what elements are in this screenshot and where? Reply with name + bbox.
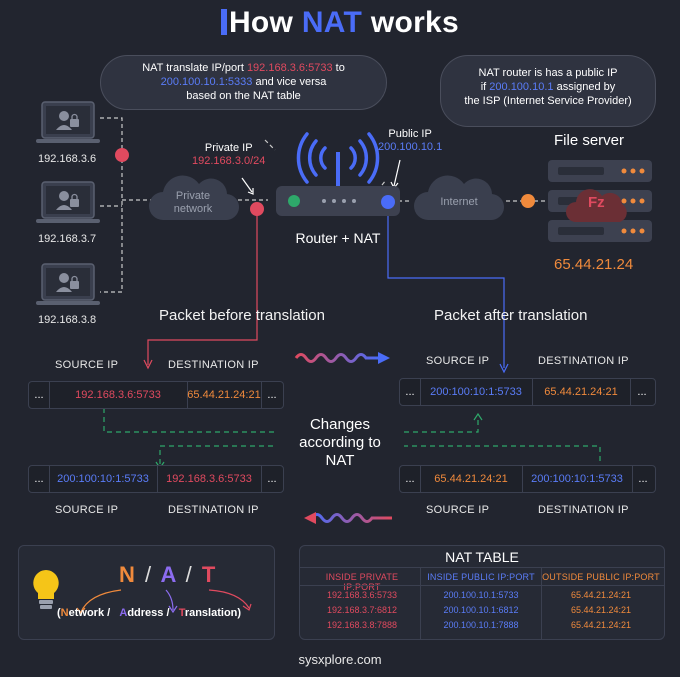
nat-table bbox=[299, 545, 665, 640]
packet-before-row: ... 192.168.3.6:5733 65.44.21.24:21 ... bbox=[28, 381, 284, 409]
table-cell: 200.100.10.1:5733 bbox=[443, 590, 519, 600]
host-ip: 192.168.3.6 bbox=[38, 153, 97, 165]
packet-before-path bbox=[148, 205, 257, 365]
nat-header-private: INSIDE PRIVATE IP:PORT bbox=[325, 572, 399, 592]
filezilla-logo: Fz bbox=[588, 194, 605, 211]
hosts-link-line bbox=[100, 118, 122, 292]
col-destination-ip: DESTINATION IP bbox=[168, 504, 259, 516]
col-source-ip: SOURCE IP bbox=[55, 359, 119, 371]
host-ip: 192.168.3.7 bbox=[38, 233, 97, 245]
host-ip: 192.168.3.8 bbox=[38, 314, 97, 326]
acronym-panel bbox=[18, 545, 275, 640]
bubble-pointer-left bbox=[265, 140, 275, 150]
nat-header-public: INSIDE PUBLIC IP:PORT bbox=[427, 572, 535, 582]
nat-table-title: NAT TABLE bbox=[445, 549, 519, 565]
public-ip-label: Public IP 200.100.10.1 bbox=[378, 128, 443, 153]
acronym-expansion: (Network / Address / Translation) bbox=[57, 607, 242, 619]
laptop-icon bbox=[36, 262, 100, 310]
host-link-dot bbox=[115, 148, 129, 162]
table-cell: 65.44.21.24:21 bbox=[570, 605, 632, 615]
wave-arrow-right bbox=[296, 355, 378, 362]
changes-label: Changes according to NAT bbox=[276, 416, 404, 470]
server-port-dot bbox=[521, 194, 535, 208]
lightbulb-icon bbox=[29, 568, 63, 612]
table-cell: 200.100.10.1:6812 bbox=[443, 605, 519, 615]
col-destination-ip: DESTINATION IP bbox=[538, 504, 629, 516]
footer-site: sysxplore.com bbox=[298, 652, 382, 667]
table-cell: 65.44.21.24:21 bbox=[570, 620, 632, 630]
laptop-icon bbox=[36, 180, 100, 228]
table-cell: 200.100.10.1:7888 bbox=[443, 620, 519, 630]
packet-after-row: ... 200:100:10:1:5733 65.44.21.24:21 ... bbox=[399, 378, 656, 406]
file-server-ip: 65.44.21.24 bbox=[554, 256, 634, 273]
col-source-ip: SOURCE IP bbox=[426, 504, 490, 516]
nat-table-col-private bbox=[306, 588, 418, 633]
col-source-ip: SOURCE IP bbox=[426, 355, 490, 367]
bubble-public-ip: NAT router is has a public IP if 200.100.10.1 assigned by the ISP (Internet Service Provider) bbox=[440, 55, 656, 127]
laptop-icon bbox=[36, 100, 100, 148]
col-source-ip: SOURCE IP bbox=[55, 504, 119, 516]
table-cell: 192.168.3.7:6812 bbox=[326, 605, 398, 615]
table-cell: 192.168.3.6:5733 bbox=[326, 590, 398, 600]
nat-header-outside: OUTSIDE PUBLIC IP:PORT bbox=[542, 572, 660, 582]
table-cell: 192.168.3.8:7888 bbox=[326, 620, 398, 630]
return-packet-left: ... 200:100:10:1:5733 192.168.3.6:5733 ... bbox=[28, 465, 284, 493]
private-cloud-label: Private network bbox=[173, 190, 213, 215]
packet-after-title: Packet after translation bbox=[434, 307, 588, 324]
nat-table-col-outside bbox=[542, 588, 660, 633]
acronym-letters: N / A / T bbox=[119, 562, 218, 587]
wave-arrow-left bbox=[312, 515, 392, 522]
col-destination-ip: DESTINATION IP bbox=[538, 355, 629, 367]
nat-table-col-public bbox=[422, 588, 540, 633]
col-destination-ip: DESTINATION IP bbox=[168, 359, 259, 371]
table-cell: 65.44.21.24:21 bbox=[570, 590, 632, 600]
bubble-nat-translate: NAT translate IP/port 192.168.3.6:5733 to 200.100.10.1:5333 and vice versa based on the NAT table bbox=[100, 55, 387, 110]
private-ip-label: Private IP 192.168.3.0/24 bbox=[192, 142, 266, 167]
return-packet-right: ... 65.44.21.24:21 200:100:10:1:5733 ... bbox=[399, 465, 656, 493]
file-server-title: File server bbox=[554, 132, 625, 149]
packet-before-title: Packet before translation bbox=[159, 307, 325, 324]
internet-cloud-label: Internet bbox=[440, 196, 478, 208]
page-title: How NAT works bbox=[0, 6, 680, 40]
router-label: Router + NAT bbox=[295, 230, 381, 246]
router-private-port bbox=[250, 202, 264, 216]
router-public-port bbox=[381, 195, 395, 209]
